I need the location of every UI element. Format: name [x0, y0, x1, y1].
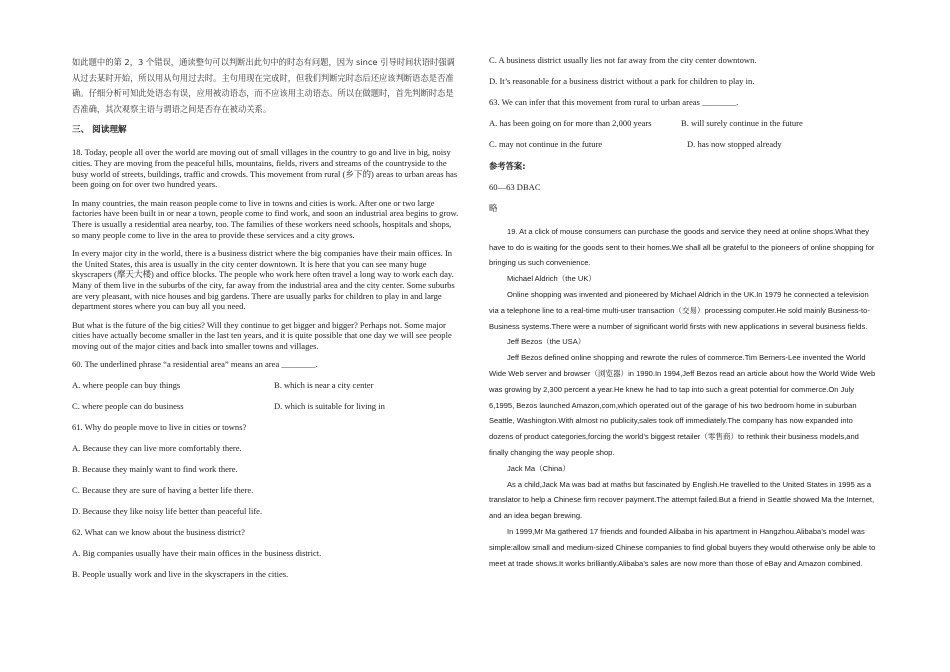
- passage-19-paragraph-4: As a child,Jack Ma was bad at maths but fascinated by English.He travelled to the United States in 1995 as a translator to help a Chinese firm recover payment.The attempt failed.But a friend in Seattle showed Ma the Internet, and an idea began brewing.: [489, 479, 875, 521]
- option-63-a: A. has been going on for more than 2,000 years: [489, 117, 652, 128]
- passage-paragraph-4: But what is the future of the big cities? Will they continue to get bigger and bigger? Perhaps not. Some major cities have actually become smaller in the last ten years, and it is quite possible that one day we will see people moving out of the major cities and back into smaller towns and villages.: [72, 319, 452, 351]
- passage-19-paragraph-3: Jeff Bezos defined online shopping and rewrote the rules of commerce.Tim Berners-Lee invented the World Wide Web server and browser（浏览器）in 1990.In 1994,Jeff Bezos read an article about how the World Wide Web was growing by 2,300 percent a year.He knew he had to tap into such a great potential for commerce.On July 6,1995, Bezos launched Amazon,com,which operated out of the garage of his two bedroom home in suburban Seattle, Washington.With almost no publicity,sales took off immediately.The company has now expanded into dozens of product categories,forcing the world’s biggest retailer（零售商）to rethink their business models,and finally changing the way people shop.: [489, 353, 876, 458]
- passage-paragraph-3: In every major city in the world, there is a business district where the big companies have their main offices. In the United States, this area is usually in the city center downtown. It is here that you can see many huge skyscrapers (摩天大楼) and office blocks. The people who work here often travel a long way to work each day. Many of them live in the suburbs of the city, far away from the industrial area and the city center. Some suburbs are very pleasant, with nice houses and big gardens. There are usually parks for children to play in and large department stores where you can buy all you need.: [72, 248, 455, 312]
- left-column: [72, 55, 460, 590]
- question-60: 60. The underlined phrase “a residential area” means an area ________.: [72, 359, 318, 370]
- question-63-options-row-1: [489, 118, 879, 129]
- right-column: [489, 55, 879, 571]
- pioneer-heading-bezos: Jeff Bezos（the USA）: [507, 337, 586, 347]
- section-title: 三、 阅读理解: [72, 125, 127, 136]
- passage-paragraph-1: 18. Today, people all over the world are moving out of small villages in the country to go and live in big, noisy cities. They are moving from the peaceful hills, mountains, fields, rivers and streams of the countryside to the busy world of streets, buildings, traffic and crowds. This movement from rural (乡下的) areas to urban areas has been going on for over two hundred years.: [72, 147, 458, 190]
- option-60-a: A. where people can buy things: [72, 380, 181, 391]
- option-62-b: B. People usually work and live in the skyscrapers in the cities.: [72, 569, 289, 580]
- passage-19-paragraph-2: Online shopping was invented and pioneered by Michael Aldrich in the UK.In 1979 he connected a television via a telephone line to a real-time multi-user transaction（交易）processing computer.He sold mainly Business-to- Business systems.There were a number of significant world firsts with new applications in several business fields.: [489, 290, 870, 331]
- option-63-c: C. may not continue in the future: [489, 138, 603, 149]
- question-61: 61. Why do people move to live in cities or towns?: [72, 422, 247, 433]
- pioneer-heading-ma: Jack Ma（China）: [507, 463, 570, 473]
- question-60-options-row-1: [72, 380, 460, 391]
- question-62: 62. What can we know about the business district?: [72, 527, 245, 538]
- option-61-b: B. Because they mainly want to find work there.: [72, 464, 238, 475]
- answer-key: 60—63 DBAC: [489, 181, 541, 192]
- question-63: 63. We can infer that this movement from rural to urban areas ________.: [489, 96, 739, 107]
- option-63-b: B. will surely continue in the future: [681, 117, 803, 128]
- passage-19-paragraph-5: In 1999,Mr Ma gathered 17 friends and founded Alibaba in his apartment in Hangzhou.Alibaba’s model was simple:allow small and medium-sized Chinese companies to find global buyers they would otherwise only be able to meet at trade shows.It works brilliantly.Alibaba’s sales are now more than those of eBay and Amazon combined.: [489, 527, 876, 568]
- option-62-a: A. Big companies usually have their main offices in the business district.: [72, 548, 322, 559]
- passage-paragraph-2: In many countries, the main reason people come to live in towns and cities is work. After one or two large factories have been built in or near a town, people come to find work, and soon an industrial area begins to grow. There is usually a residential area nearby, too. The families of these workers need schools, hospitals and shops, so many people come to live in the area to provide these services and a city grows.: [72, 197, 459, 240]
- option-61-c: C. Because they are sure of having a better life there.: [72, 485, 254, 496]
- option-61-a: A. Because they can live more comfortably there.: [72, 443, 242, 454]
- answer-title: 参考答案:: [489, 160, 526, 171]
- question-63-options-row-2: [489, 139, 879, 150]
- answer-note: 略: [489, 202, 498, 213]
- option-63-d: D. has now stopped already: [687, 138, 782, 149]
- option-60-c: C. where people can do business: [72, 401, 184, 412]
- option-60-b: B. which is near a city center: [274, 380, 374, 391]
- option-60-d: D. which is suitable for living in: [274, 401, 385, 412]
- pioneer-heading-aldrich: Michael Aldrich（the UK）: [507, 274, 596, 284]
- question-60-options-row-2: [72, 401, 460, 412]
- passage-19-paragraph-1: 19. At a click of mouse consumers can purchase the goods and service they need at online shops.What they have to do is waiting for the goods sent to their homes.We shall all be grateful to the pioneers of online shopping for bringing us such convenience.: [489, 226, 875, 268]
- option-61-d: D. Because they like noisy life better than peaceful life.: [72, 506, 263, 517]
- option-62-c: C. A business district usually lies not far away from the city center downtown.: [489, 55, 757, 65]
- option-62-d: D. It’s reasonable for a business district without a park for children to play in.: [489, 75, 755, 86]
- intro-explanation: 如此题中的第 2，3 个错误，通读整句可以判断出此句中的时态有问题，因为 since 引导时间状语时强调从过去某时开始，所以用从句用过去时。主句用现在完成时，但我们判断完时态后还应该判断语态是否准确。仔细分析可知此处语态有误，应用被动语态，而不应该用主动语态。所以在做题时，首先判断时态是否准确，其次观察主语与谓语之间是否存在被动关系。: [72, 57, 455, 114]
